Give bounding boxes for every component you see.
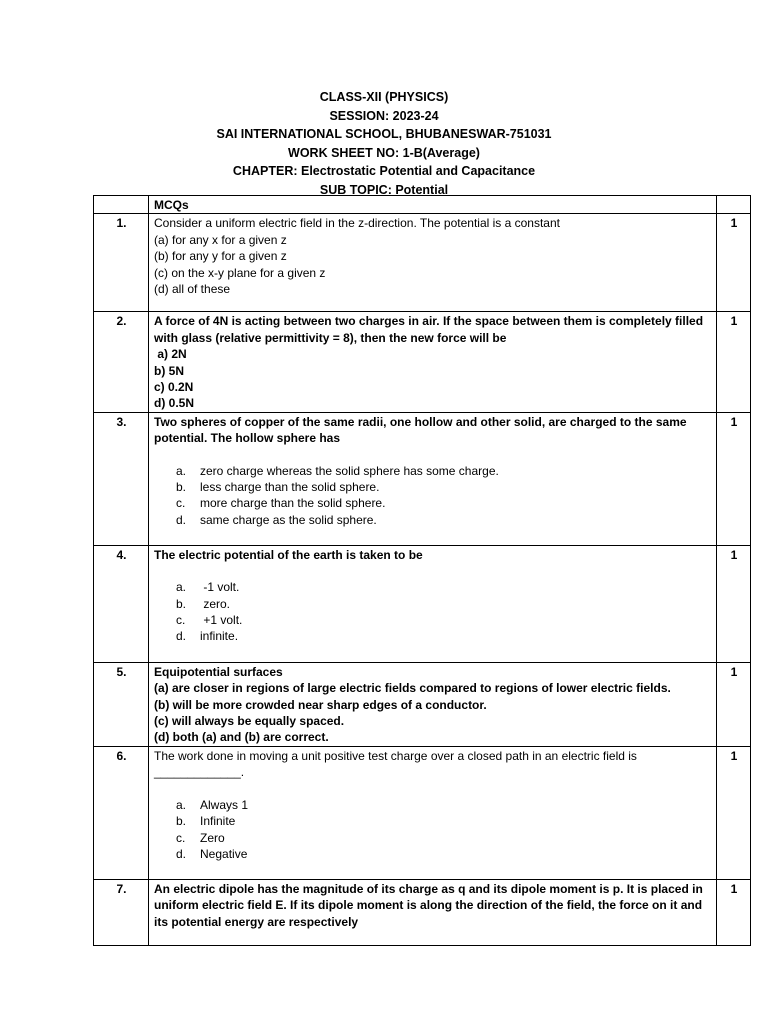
- sub-topic: SUB TOPIC: Potential: [319, 182, 449, 197]
- question-text: Consider a uniform electric field in the z-direction. The potential is a constant: [154, 216, 560, 231]
- option: (c) on the x-y plane for a given z: [154, 265, 326, 280]
- option: d. same charge as the solid sphere.: [176, 512, 377, 527]
- question-row: [94, 746, 751, 879]
- option: d. Negative: [176, 846, 248, 861]
- worksheet-number: WORK SHEET NO: 1-B(Average): [288, 145, 480, 160]
- question-marks: 1: [717, 746, 751, 879]
- question-row: [94, 879, 751, 945]
- option: a. zero charge whereas the solid sphere has some charge.: [176, 463, 499, 478]
- table-header-row: [94, 196, 751, 214]
- question-cell: [149, 662, 717, 746]
- question-row: [94, 312, 751, 412]
- option: (a) for any x for a given z: [154, 232, 287, 247]
- option: c. more charge than the solid sphere.: [176, 496, 386, 511]
- questions-table: [93, 195, 751, 946]
- question-text: An electric dipole has the magnitude of its charge as q and its dipole moment is p. It is placed in uniform electric field E. If its dipole moment is along the direction of the field, the force on it and its potential energy are respectively: [154, 881, 703, 929]
- option: b. less charge than the solid sphere.: [176, 480, 380, 495]
- option: (d) all of these: [154, 282, 231, 297]
- option: d) 0.5N: [154, 396, 195, 411]
- question-number: 3.: [94, 412, 149, 545]
- question-text: A force of 4N is acting between two charges in air. If the space between them is completely filled with glass (relative permittivity = 8), then the new force will be: [154, 314, 704, 345]
- school-name: SAI INTERNATIONAL SCHOOL, BHUBANESWAR-751031: [216, 127, 552, 141]
- option: b. Infinite: [176, 814, 236, 829]
- question-number: 2.: [94, 312, 149, 412]
- question-row: [94, 662, 751, 746]
- question-text: The work done in moving a unit positive test charge over a closed path in an electric field is _____________.: [154, 748, 637, 780]
- options-list: [154, 463, 712, 529]
- question-cell: [149, 545, 717, 662]
- option: (b) will be more crowded near sharp edges of a conductor.: [154, 697, 487, 712]
- question-marks: 1: [717, 662, 751, 746]
- options-list: [154, 797, 712, 863]
- option: (d) both (a) and (b) are correct.: [154, 730, 329, 745]
- question-text: Two spheres of copper of the same radii, one hollow and other solid, are charged to the same potential. The hollow sphere has: [154, 414, 687, 446]
- option: d. infinite.: [176, 629, 239, 644]
- option: a. -1 volt.: [176, 580, 240, 595]
- question-cell: [149, 746, 717, 879]
- question-marks: 1: [717, 412, 751, 545]
- question-row: [94, 412, 751, 545]
- question-cell: [149, 412, 717, 545]
- question-cell: [149, 312, 717, 412]
- question-text: The electric potential of the earth is taken to be: [154, 547, 423, 562]
- option: b) 5N: [154, 363, 184, 378]
- question-marks: 1: [717, 545, 751, 662]
- option: (b) for any y for a given z: [154, 249, 287, 264]
- session-label: SESSION: 2023-24: [329, 108, 439, 123]
- chapter-title: CHAPTER: Electrostatic Potential and Capacitance: [232, 164, 536, 178]
- question-row: [94, 545, 751, 662]
- worksheet-header: [0, 88, 768, 199]
- section-label: MCQs: [149, 196, 717, 214]
- question-number: 4.: [94, 545, 149, 662]
- class-title: CLASS-XII (PHYSICS): [319, 90, 449, 104]
- question-number: 1.: [94, 214, 149, 312]
- question-cell: [149, 879, 717, 945]
- options-list: [154, 579, 712, 645]
- question-text: Equipotential surfaces: [154, 664, 283, 679]
- question-marks: 1: [717, 879, 751, 945]
- option: c. +1 volt.: [176, 613, 243, 628]
- option: b. zero.: [176, 596, 231, 611]
- option: a. Always 1: [176, 797, 249, 812]
- question-cell: [149, 214, 717, 312]
- option: c. Zero: [176, 830, 225, 845]
- option: (a) are closer in regions of large electric fields compared to regions of lower electric fields.: [154, 681, 671, 696]
- question-row: [94, 214, 751, 312]
- option: (c) will always be equally spaced.: [154, 714, 345, 729]
- question-number: 7.: [94, 879, 149, 945]
- question-number: 5.: [94, 662, 149, 746]
- question-number: 6.: [94, 746, 149, 879]
- question-marks: 1: [717, 312, 751, 412]
- option: c) 0.2N: [154, 380, 194, 395]
- question-marks: 1: [717, 214, 751, 312]
- option: a) 2N: [154, 347, 187, 362]
